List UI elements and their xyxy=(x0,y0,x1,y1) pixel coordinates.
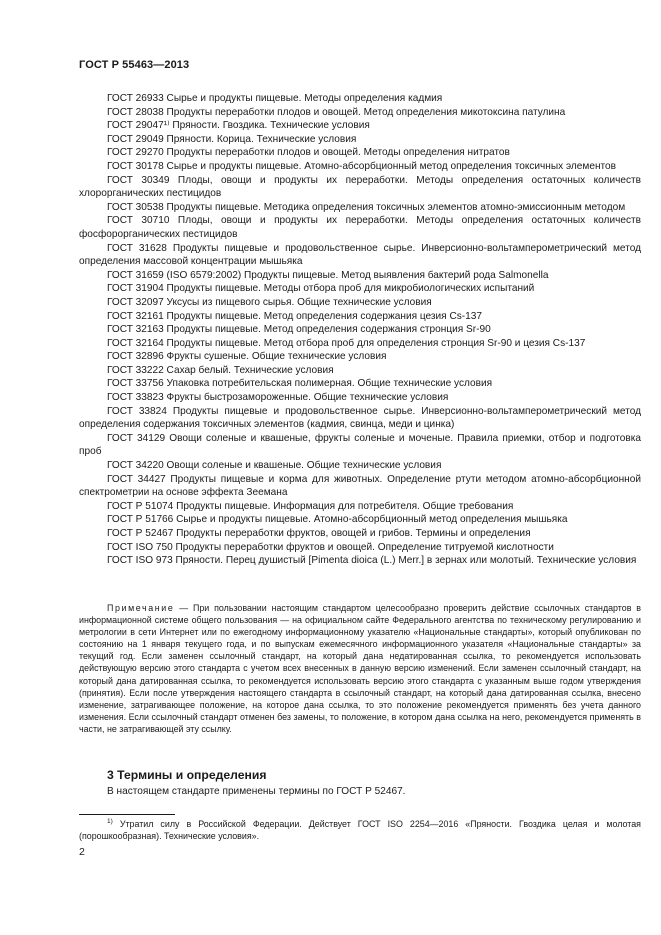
reference-item: ГОСТ 30710 Плоды, овощи и продукты их переработки. Методы определения остаточных количеств фосфорорганических пестицидов xyxy=(79,215,641,240)
reference-item: ГОСТ 31659 (ISO 6579:2002) Продукты пищевые. Метод выявления бактерий рода Salmonella xyxy=(107,269,549,281)
reference-item: ГОСТ 30178 Сырье и продукты пищевые. Атомно-абсорбционный метод определения токсичных элементов xyxy=(107,160,617,172)
reference-item: ГОСТ 34129 Овощи соленые и квашеные, фрукты соленые и моченые. Правила приемки, отбор и подготовка проб xyxy=(79,432,641,458)
reference-item: ГОСТ 29049 Пряности. Корица. Технические условия xyxy=(107,133,357,145)
note-label: Примечание xyxy=(107,603,175,613)
reference-item: ГОСТ 29270 Продукты переработки плодов и овощей. Методы определения нитратов xyxy=(107,147,510,159)
reference-item: ГОСТ Р 51766 Сырье и продукты пищевые. Атомно-абсорбционный метод определения мышьяка xyxy=(107,514,568,526)
reference-item: ГОСТ 32896 Фрукты сушеные. Общие технические условия xyxy=(107,351,387,363)
reference-item: ГОСТ 32163 Продукты пищевые. Метод определения содержания стронция Sr-90 xyxy=(107,324,491,336)
reference-item: ГОСТ 34220 Овощи соленые и квашеные. Общие технические условия xyxy=(107,460,442,472)
reference-item: ГОСТ 26933 Сырье и продукты пищевые. Методы определения кадмия xyxy=(107,93,443,104)
note-text: — При пользовании настоящим стандартом целесообразно проверить действие ссылочных стандартов в информационной системе общего пользования — на официальном сайте Федерального агентства по техническому регулированию и метрологии в сети Интернет или по ежегодному информационному указателю «Национальные стандарты», который опубликован по состоянию на 1 января текущего года, и по выпускам ежемесячного информационного указателя «Национальные стандарты» за текущий год. Если заменен ссылочный стандарт, на который дана недатированная ссылка, то рекомендуется использовать действующую версию этого стандарта с учетом всех внесенных в данную версию изменений. Если заменен ссылочный стандарт, на который дана датированная ссылка, то рекомендуется использовать версию этого стандарта с указанным выше годом утверждения (принятия). Если после утверждения настоящего стандарта в ссылочный стандарт, на который дана датированная ссылка, внесено изменение, затрагивающее положение, на которое дана ссылка, то это положение рекомендуется применять без учета данного изменения. Если ссылочный стандарт отменен без замены, то положение, в котором дана ссылка на него, рекомендуется применять в части, не затрагивающей эту ссылку. xyxy=(79,603,641,734)
page-number: 2 xyxy=(79,846,85,858)
document-header: ГОСТ Р 55463—2013 xyxy=(79,59,190,71)
reference-item: ГОСТ 33824 Продукты пищевые и продовольственное сырье. Инверсионно-вольтамперометрический метод определения содержания токсичных элементов (кадмия, свинца, меди и цинка) xyxy=(79,405,641,431)
reference-item: ГОСТ ISO 973 Пряности. Перец душистый [Pimenta dioica (L.) Merr.] в зернах или молотый. Технические условия xyxy=(107,555,637,567)
reference-item: ГОСТ 29047¹⁾ Пряности. Гвоздика. Технические условия xyxy=(107,120,370,132)
reference-item: ГОСТ 34427 Продукты пищевые и корма для животных. Определение ртути методом атомно-абсорбционной спектрометрии на основе эффекта Зеемана xyxy=(79,473,641,499)
reference-item: ГОСТ 30538 Продукты пищевые. Методика определения токсичных элементов атомно-эмиссионным методом xyxy=(107,201,626,213)
section-body: В настоящем стандарте применены термины по ГОСТ Р 52467. xyxy=(107,786,406,797)
footnote xyxy=(79,816,641,842)
footnote-text: Утратил силу в Российской Федерации. Действует ГОСТ ISO 2254—2016 «Пряности. Гвоздика целая и молотая (порошкообразная). Технические условия». xyxy=(79,818,641,841)
reference-item: ГОСТ 33222 Сахар белый. Технические условия xyxy=(107,364,334,376)
reference-item: ГОСТ Р 52467 Продукты переработки фруктов, овощей и грибов. Термины и определения xyxy=(107,528,531,539)
reference-item: ГОСТ 28038 Продукты переработки плодов и овощей. Метод определения микотоксина патулина xyxy=(107,106,566,118)
normative-references-list xyxy=(79,92,641,568)
reference-item: ГОСТ 30349 Плоды, овощи и продукты их переработки. Методы определения остаточных количеств хлорорганических пестицидов xyxy=(79,174,641,200)
reference-item: ГОСТ ISO 750 Продукты переработки фруктов и овощей. Определение титруемой кислотности xyxy=(107,541,554,553)
reference-item: ГОСТ 32161 Продукты пищевые. Метод определения содержания цезия Cs-137 xyxy=(107,310,482,322)
section-heading: 3 Термины и определения xyxy=(107,768,267,782)
footnote-divider xyxy=(79,814,175,815)
reference-item: ГОСТ 32097 Уксусы из пищевого сырья. Общие технические условия xyxy=(107,296,432,308)
reference-item: ГОСТ 31628 Продукты пищевые и продовольственное сырье. Инверсионно-вольтамперометрический метод определения массовой концентрации мышьяка xyxy=(79,242,641,268)
footnote-marker: 1) xyxy=(107,818,113,825)
note-paragraph xyxy=(79,602,641,735)
reference-item: ГОСТ 31904 Продукты пищевые. Методы отбора проб для микробиологических испытаний xyxy=(107,283,535,295)
reference-item: ГОСТ 32164 Продукты пищевые. Метод отбора проб для определения стронция Sr-90 и цезия Cs-137 xyxy=(107,337,586,349)
reference-item: ГОСТ Р 51074 Продукты пищевые. Информация для потребителя. Общие требования xyxy=(107,500,514,512)
reference-item: ГОСТ 33823 Фрукты быстрозамороженные. Общие технические условия xyxy=(107,392,449,404)
reference-item: ГОСТ 33756 Упаковка потребительская полимерная. Общие технические условия xyxy=(107,378,493,390)
